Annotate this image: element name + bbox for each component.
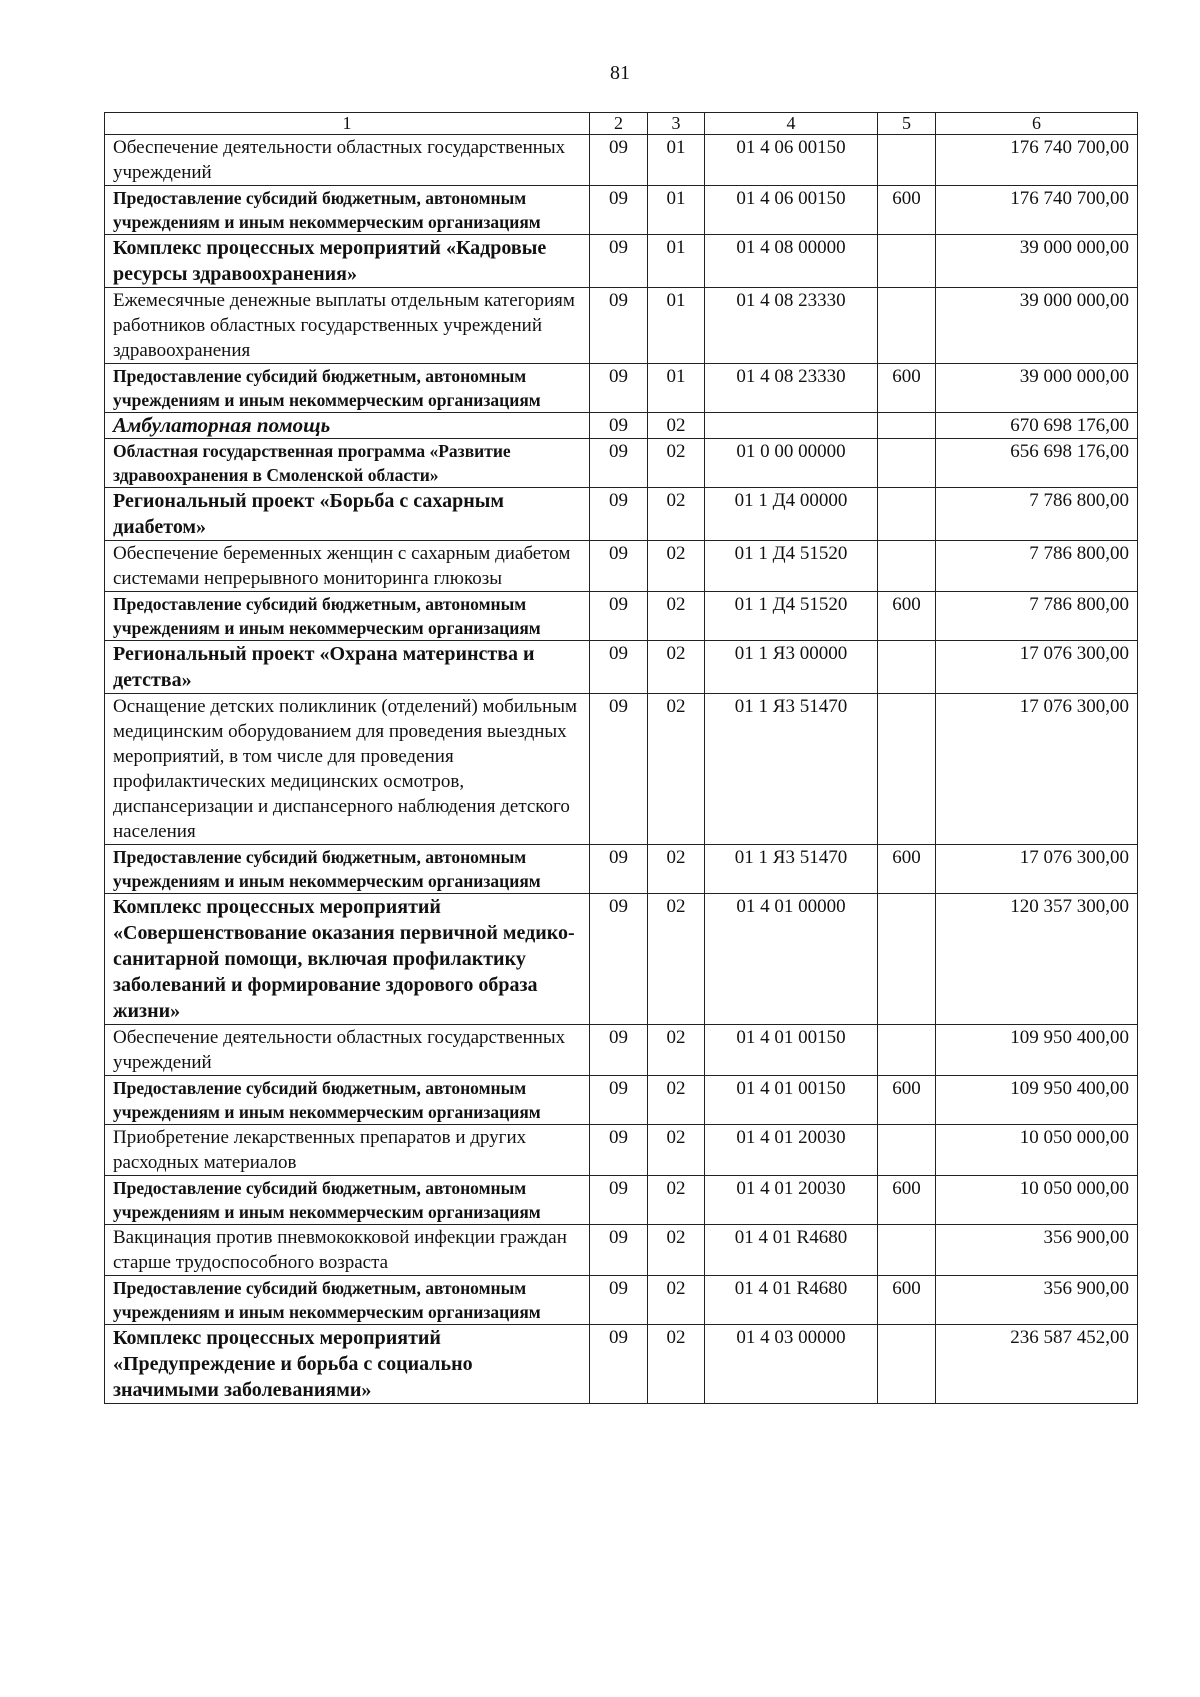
table-row bbox=[105, 1125, 1138, 1176]
row-target-code-cell: 01 1 Я3 51470 bbox=[705, 845, 878, 894]
table-row bbox=[105, 592, 1138, 641]
table-row bbox=[105, 845, 1138, 894]
row-section-cell: 09 bbox=[590, 288, 648, 364]
table-row bbox=[105, 1076, 1138, 1125]
row-amount-cell: 17 076 300,00 bbox=[936, 694, 1138, 845]
row-amount-cell: 17 076 300,00 bbox=[936, 845, 1138, 894]
row-target-code-cell: 01 4 01 00000 bbox=[705, 894, 878, 1025]
row-amount-cell: 7 786 800,00 bbox=[936, 592, 1138, 641]
column-header: 2 bbox=[590, 113, 648, 135]
row-expense-type-cell: 600 bbox=[878, 845, 936, 894]
row-subsection-cell: 01 bbox=[648, 288, 705, 364]
row-section-cell: 09 bbox=[590, 1276, 648, 1325]
row-section-cell: 09 bbox=[590, 541, 648, 592]
row-target-code-cell: 01 4 08 00000 bbox=[705, 235, 878, 288]
row-amount-cell: 7 786 800,00 bbox=[936, 541, 1138, 592]
column-header: 5 bbox=[878, 113, 936, 135]
row-name-cell: Комплекс процессных мероприятий «Кадровые ресурсы здравоохранения» bbox=[105, 235, 590, 288]
row-name-cell: Приобретение лекарственных препаратов и других расходных материалов bbox=[105, 1125, 590, 1176]
row-target-code-cell: 01 4 08 23330 bbox=[705, 364, 878, 413]
row-expense-type-cell bbox=[878, 235, 936, 288]
row-expense-type-cell bbox=[878, 694, 936, 845]
table-row bbox=[105, 1276, 1138, 1325]
row-subsection-cell: 02 bbox=[648, 1125, 705, 1176]
row-subsection-cell: 01 bbox=[648, 235, 705, 288]
row-section-cell: 09 bbox=[590, 1176, 648, 1225]
row-target-code-cell: 01 4 08 23330 bbox=[705, 288, 878, 364]
row-name-cell: Предоставление субсидий бюджетным, автономным учреждениям и иным некоммерческим организациям bbox=[105, 845, 590, 894]
row-section-cell: 09 bbox=[590, 186, 648, 235]
table-row bbox=[105, 1176, 1138, 1225]
column-header: 4 bbox=[705, 113, 878, 135]
row-target-code-cell: 01 4 01 20030 bbox=[705, 1176, 878, 1225]
row-section-cell: 09 bbox=[590, 364, 648, 413]
row-expense-type-cell bbox=[878, 1025, 936, 1076]
row-name-cell: Предоставление субсидий бюджетным, автономным учреждениям и иным некоммерческим организациям bbox=[105, 1276, 590, 1325]
row-section-cell: 09 bbox=[590, 439, 648, 488]
row-section-cell: 09 bbox=[590, 641, 648, 694]
row-subsection-cell: 02 bbox=[648, 1076, 705, 1125]
table-row bbox=[105, 1225, 1138, 1276]
row-amount-cell: 17 076 300,00 bbox=[936, 641, 1138, 694]
table-row bbox=[105, 439, 1138, 488]
row-target-code-cell: 01 4 01 20030 bbox=[705, 1125, 878, 1176]
row-name-cell: Региональный проект «Охрана материнства и детства» bbox=[105, 641, 590, 694]
row-amount-cell: 356 900,00 bbox=[936, 1225, 1138, 1276]
table-row bbox=[105, 364, 1138, 413]
row-name-cell: Предоставление субсидий бюджетным, автономным учреждениям и иным некоммерческим организациям bbox=[105, 186, 590, 235]
row-section-cell: 09 bbox=[590, 1025, 648, 1076]
row-name-cell: Предоставление субсидий бюджетным, автономным учреждениям и иным некоммерческим организациям bbox=[105, 1176, 590, 1225]
row-expense-type-cell bbox=[878, 439, 936, 488]
column-header: 6 bbox=[936, 113, 1138, 135]
table-row bbox=[105, 235, 1138, 288]
row-expense-type-cell bbox=[878, 135, 936, 186]
row-section-cell: 09 bbox=[590, 1225, 648, 1276]
row-target-code-cell: 01 4 01 R4680 bbox=[705, 1225, 878, 1276]
row-name-cell: Предоставление субсидий бюджетным, автономным учреждениям и иным некоммерческим организациям bbox=[105, 592, 590, 641]
row-target-code-cell: 01 1 Д4 00000 bbox=[705, 488, 878, 541]
row-amount-cell: 670 698 176,00 bbox=[936, 413, 1138, 439]
row-subsection-cell: 02 bbox=[648, 894, 705, 1025]
row-section-cell: 09 bbox=[590, 694, 648, 845]
row-name-cell: Предоставление субсидий бюджетным, автономным учреждениям и иным некоммерческим организациям bbox=[105, 1076, 590, 1125]
row-name-cell: Обеспечение деятельности областных государственных учреждений bbox=[105, 135, 590, 186]
row-amount-cell: 10 050 000,00 bbox=[936, 1176, 1138, 1225]
row-subsection-cell: 02 bbox=[648, 541, 705, 592]
row-expense-type-cell bbox=[878, 413, 936, 439]
row-subsection-cell: 02 bbox=[648, 439, 705, 488]
row-expense-type-cell: 600 bbox=[878, 364, 936, 413]
row-target-code-cell: 01 4 06 00150 bbox=[705, 186, 878, 235]
page-number: 81 bbox=[610, 62, 630, 84]
row-subsection-cell: 02 bbox=[648, 641, 705, 694]
table-row bbox=[105, 1025, 1138, 1076]
row-subsection-cell: 01 bbox=[648, 186, 705, 235]
row-subsection-cell: 02 bbox=[648, 1225, 705, 1276]
row-expense-type-cell bbox=[878, 541, 936, 592]
row-amount-cell: 39 000 000,00 bbox=[936, 235, 1138, 288]
row-subsection-cell: 02 bbox=[648, 694, 705, 845]
row-section-cell: 09 bbox=[590, 894, 648, 1025]
row-target-code-cell: 01 4 01 R4680 bbox=[705, 1276, 878, 1325]
row-target-code-cell: 01 1 Д4 51520 bbox=[705, 592, 878, 641]
row-name-cell: Обеспечение деятельности областных государственных учреждений bbox=[105, 1025, 590, 1076]
row-subsection-cell: 02 bbox=[648, 1025, 705, 1076]
row-section-cell: 09 bbox=[590, 1076, 648, 1125]
table-row bbox=[105, 135, 1138, 186]
row-target-code-cell: 01 1 Я3 51470 bbox=[705, 694, 878, 845]
row-amount-cell: 39 000 000,00 bbox=[936, 288, 1138, 364]
row-target-code-cell: 01 1 Д4 51520 bbox=[705, 541, 878, 592]
budget-table bbox=[104, 112, 1138, 1404]
row-expense-type-cell: 600 bbox=[878, 1276, 936, 1325]
column-header: 1 bbox=[105, 113, 590, 135]
row-section-cell: 09 bbox=[590, 488, 648, 541]
row-amount-cell: 10 050 000,00 bbox=[936, 1125, 1138, 1176]
row-expense-type-cell: 600 bbox=[878, 1176, 936, 1225]
row-subsection-cell: 02 bbox=[648, 1276, 705, 1325]
row-target-code-cell bbox=[705, 413, 878, 439]
row-subsection-cell: 02 bbox=[648, 1325, 705, 1404]
row-section-cell: 09 bbox=[590, 135, 648, 186]
row-amount-cell: 7 786 800,00 bbox=[936, 488, 1138, 541]
table-body bbox=[105, 113, 1138, 1404]
row-expense-type-cell bbox=[878, 1325, 936, 1404]
table-row bbox=[105, 413, 1138, 439]
row-expense-type-cell bbox=[878, 288, 936, 364]
table-row bbox=[105, 541, 1138, 592]
row-expense-type-cell bbox=[878, 488, 936, 541]
row-expense-type-cell bbox=[878, 1225, 936, 1276]
row-amount-cell: 176 740 700,00 bbox=[936, 186, 1138, 235]
row-name-cell: Региональный проект «Борьба с сахарным диабетом» bbox=[105, 488, 590, 541]
row-name-cell: Обеспечение беременных женщин с сахарным диабетом системами непрерывного мониторинга глюкозы bbox=[105, 541, 590, 592]
row-expense-type-cell: 600 bbox=[878, 592, 936, 641]
row-target-code-cell: 01 1 Я3 00000 bbox=[705, 641, 878, 694]
table-row bbox=[105, 288, 1138, 364]
row-name-cell: Ежемесячные денежные выплаты отдельным категориям работников областных государственных учреждений здравоохранения bbox=[105, 288, 590, 364]
row-expense-type-cell bbox=[878, 1125, 936, 1176]
row-amount-cell: 656 698 176,00 bbox=[936, 439, 1138, 488]
row-section-cell: 09 bbox=[590, 845, 648, 894]
row-subsection-cell: 01 bbox=[648, 364, 705, 413]
row-section-cell: 09 bbox=[590, 1125, 648, 1176]
row-name-cell: Оснащение детских поликлиник (отделений) мобильным медицинским оборудованием для проведения выездных мероприятий, в том числе для проведения профилактических медицинских осмотров, диспансеризации и диспансерного наблюдения детского населения bbox=[105, 694, 590, 845]
row-subsection-cell: 02 bbox=[648, 413, 705, 439]
row-amount-cell: 120 357 300,00 bbox=[936, 894, 1138, 1025]
row-target-code-cell: 01 4 01 00150 bbox=[705, 1025, 878, 1076]
row-subsection-cell: 02 bbox=[648, 592, 705, 641]
row-name-cell: Областная государственная программа «Развитие здравоохранения в Смоленской области» bbox=[105, 439, 590, 488]
table-header-row bbox=[105, 113, 1138, 135]
row-name-cell: Предоставление субсидий бюджетным, автономным учреждениям и иным некоммерческим организациям bbox=[105, 364, 590, 413]
row-subsection-cell: 01 bbox=[648, 135, 705, 186]
row-expense-type-cell: 600 bbox=[878, 1076, 936, 1125]
row-subsection-cell: 02 bbox=[648, 1176, 705, 1225]
table-row bbox=[105, 694, 1138, 845]
column-header: 3 bbox=[648, 113, 705, 135]
table-row bbox=[105, 894, 1138, 1025]
row-target-code-cell: 01 4 03 00000 bbox=[705, 1325, 878, 1404]
table-row bbox=[105, 186, 1138, 235]
row-expense-type-cell bbox=[878, 894, 936, 1025]
row-name-cell: Комплекс процессных мероприятий «Совершенствование оказания первичной медико-санитарной помощи, включая профилактику заболеваний и формирование здорового образа жизни» bbox=[105, 894, 590, 1025]
row-target-code-cell: 01 4 01 00150 bbox=[705, 1076, 878, 1125]
table-row bbox=[105, 488, 1138, 541]
table-row bbox=[105, 1325, 1138, 1404]
row-section-cell: 09 bbox=[590, 413, 648, 439]
row-amount-cell: 176 740 700,00 bbox=[936, 135, 1138, 186]
row-section-cell: 09 bbox=[590, 235, 648, 288]
row-amount-cell: 39 000 000,00 bbox=[936, 364, 1138, 413]
row-name-cell: Вакцинация против пневмококковой инфекции граждан старше трудоспособного возраста bbox=[105, 1225, 590, 1276]
row-subsection-cell: 02 bbox=[648, 845, 705, 894]
row-target-code-cell: 01 4 06 00150 bbox=[705, 135, 878, 186]
row-section-cell: 09 bbox=[590, 1325, 648, 1404]
row-subsection-cell: 02 bbox=[648, 488, 705, 541]
row-name-cell: Комплекс процессных мероприятий «Предупреждение и борьба с социально значимыми заболеваниями» bbox=[105, 1325, 590, 1404]
row-expense-type-cell bbox=[878, 641, 936, 694]
row-name-cell: Амбулаторная помощь bbox=[105, 413, 590, 439]
row-target-code-cell: 01 0 00 00000 bbox=[705, 439, 878, 488]
table-row bbox=[105, 641, 1138, 694]
row-amount-cell: 109 950 400,00 bbox=[936, 1025, 1138, 1076]
row-amount-cell: 356 900,00 bbox=[936, 1276, 1138, 1325]
row-amount-cell: 236 587 452,00 bbox=[936, 1325, 1138, 1404]
row-amount-cell: 109 950 400,00 bbox=[936, 1076, 1138, 1125]
row-expense-type-cell: 600 bbox=[878, 186, 936, 235]
row-section-cell: 09 bbox=[590, 592, 648, 641]
